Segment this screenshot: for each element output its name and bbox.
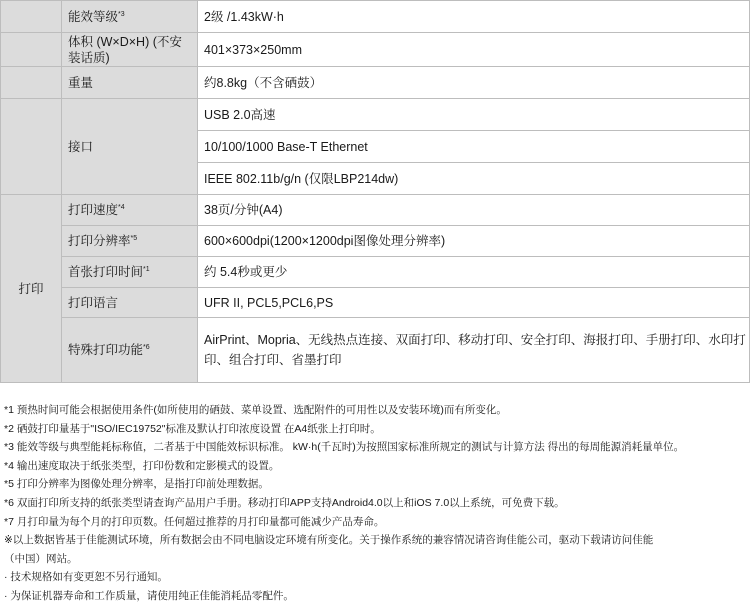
footnote-4: *4 输出速度取决于纸张类型，打印份数和定影模式的设置。 xyxy=(4,459,280,472)
special-value xyxy=(198,318,750,383)
first-print-label: 首张打印时间 xyxy=(68,265,144,279)
energy-label: 能效等级 xyxy=(68,9,119,24)
language-value: UFR II, PCL5,PCL6,PS xyxy=(198,288,750,318)
spec-row-interface-1 xyxy=(1,99,750,131)
footnote-5: *5 打印分辨率为图像处理分辨率，是指打印前处理数据。 xyxy=(4,478,269,491)
footnotes xyxy=(4,401,746,606)
spec-row-resolution xyxy=(1,226,750,257)
energy-sup: *3 xyxy=(118,10,125,18)
interface-label: 接口 xyxy=(62,99,198,195)
spec-row-special xyxy=(1,318,750,383)
print-speed-sup: *4 xyxy=(118,203,125,211)
footnote-6: *6 双面打印所支持的纸张类型请查询产品用户手册。移动打印APP支持Android4.0以上和iOS 7.0以上系统，可免费下载。 xyxy=(4,496,565,509)
footnote-2: *2 硒鼓打印量基于"ISO/IEC19752"标准及默认打印浓度设置 在A4纸张上打印时。 xyxy=(4,422,381,435)
resolution-value: 600×600dpi(1200×1200dpi图像处理分辨率) xyxy=(198,226,750,257)
special-label-cell xyxy=(62,318,198,383)
first-print-label-cell xyxy=(62,257,198,288)
print-speed-label-cell xyxy=(62,195,198,226)
category-cell-empty xyxy=(1,1,62,33)
energy-value: 2级 /1.43kW·h xyxy=(198,1,750,33)
resolution-sup: *5 xyxy=(130,234,138,242)
special-value-line-2: 印、组合打印、省墨打印 xyxy=(204,353,342,367)
spec-row-print-speed xyxy=(1,195,750,226)
footnote-disclaimer-cont: （中国）网站。 xyxy=(4,552,78,565)
footnote-1: *1 预热时间可能会根据使用条件(如所使用的硒鼓、菜单设置、选配附件的可用性以及安装环境)而有所变化。 xyxy=(4,404,507,416)
spec-row-energy xyxy=(1,1,750,33)
footnote-7: *7 月打印量为每个月的打印页数。任何超过推荐的月打印量都可能减少产品寿命。 xyxy=(4,515,385,528)
category-cell-empty xyxy=(1,67,62,99)
first-print-value: 约 5.4秒或更少 xyxy=(198,257,750,288)
footnote-disclaimer: ※以上数据皆基于佳能测试环境，所有数据会由不同电脑设定环境有所变化。关于操作系统的兼容情况请咨询佳能公司，驱动下载请访问佳能 xyxy=(4,534,654,547)
language-label: 打印语言 xyxy=(62,288,198,318)
category-cell-empty xyxy=(1,33,62,67)
first-print-sup: *1 xyxy=(143,265,150,273)
spec-row-dimensions xyxy=(1,33,750,67)
weight-label: 重量 xyxy=(62,67,198,99)
footnote-3: *3 能效等级与典型能耗标称值，二者基于中国能效标识标准。 kW·h(千瓦时)为按照国家标准所规定的测试与计算方法 得出的每周能源消耗量单位。 xyxy=(4,441,685,454)
interface-value-ethernet: 10/100/1000 Base-T Ethernet xyxy=(198,131,750,163)
interface-value-wireless: IEEE 802.11b/g/n (仅限LBP214dw) xyxy=(198,163,750,195)
print-speed-label: 打印速度 xyxy=(68,203,119,217)
spec-row-language xyxy=(1,288,750,318)
interface-value-usb: USB 2.0高速 xyxy=(198,99,750,131)
resolution-label-cell xyxy=(62,226,198,257)
dimensions-value: 401×373×250mm xyxy=(198,33,750,67)
print-speed-value: 38页/分钟(A4) xyxy=(198,195,750,226)
category-cell-empty xyxy=(1,99,62,195)
footnote-spec-change: · 技术规格如有变更恕不另行通知。 xyxy=(4,571,168,584)
dimensions-label: 体积 (W×D×H) (不安装话质) xyxy=(62,33,198,67)
weight-value: 约8.8kg（不含硒鼓） xyxy=(198,67,750,99)
resolution-label: 打印分辨率 xyxy=(68,234,131,248)
special-value-line-1: AirPrint、Mopria、无线热点连接、双面打印、移动打印、安全打印、海报打印、手册打印、水印打 xyxy=(204,333,746,347)
spec-row-weight xyxy=(1,67,750,99)
print-category: 打印 xyxy=(1,195,62,383)
spec-row-first-print xyxy=(1,257,750,288)
special-label: 特殊打印功能 xyxy=(68,343,144,357)
energy-label-cell xyxy=(62,1,198,33)
footnote-genuine-parts: · 为保证机器寿命和工作质量，请使用纯正佳能消耗品零配件。 xyxy=(4,589,294,602)
special-sup: *6 xyxy=(143,343,150,351)
